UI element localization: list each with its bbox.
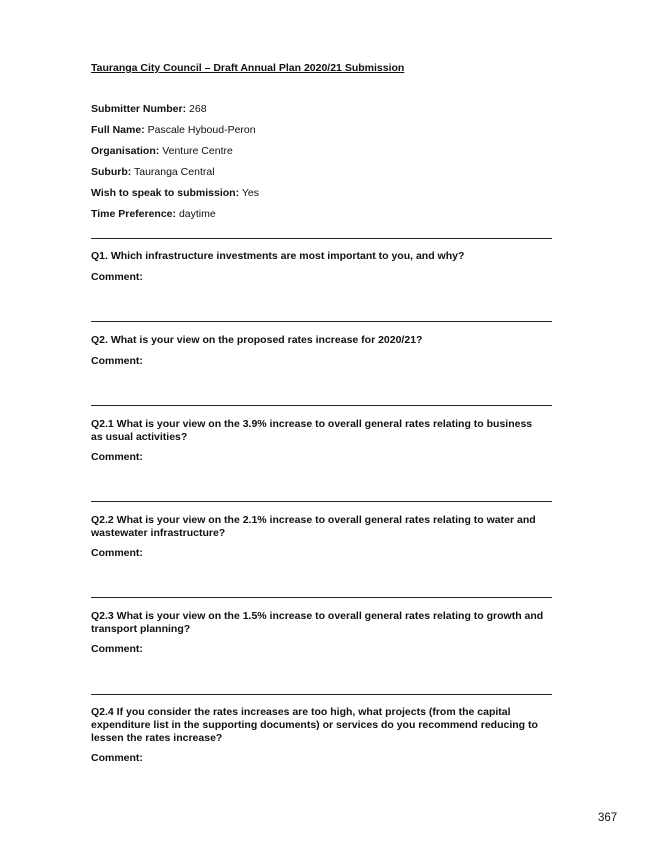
question-q1: Q1. Which infrastructure investments are most important to you, and why? [91,250,465,262]
divider [91,501,552,502]
comment-label: Comment: [91,271,143,283]
field-wish-to-speak [91,187,259,200]
page-number: 367 [598,812,618,824]
divider [91,405,552,406]
field-time-preference [91,208,216,221]
field-value: daytime [178,208,216,220]
question-q2: Q2. What is your view on the proposed rates increase for 2020/21? [91,334,423,346]
comment-label: Comment: [91,547,143,559]
comment-label: Comment: [91,643,143,655]
field-suburb [91,166,215,179]
question-q2-3: Q2.3 What is your view on the 1.5% increase to overall general rates relating to growth and transport planning? [91,610,544,635]
divider [91,321,552,322]
question-q2-2: Q2.2 What is your view on the 2.1% increase to overall general rates relating to water and wastewater infrastructure? [91,514,536,539]
comment-label: Comment: [91,752,143,764]
field-value: Pascale Hyboud-Peron [147,124,256,136]
field-organisation [91,145,233,158]
divider [91,694,552,695]
field-value: Yes [241,187,259,199]
field-label: Time Preference: [91,208,177,220]
field-full-name [91,124,256,137]
field-submitter-number [91,103,207,116]
divider [91,597,552,598]
field-label: Wish to speak to submission: [91,187,240,199]
field-label: Organisation: [91,145,160,157]
divider [91,238,552,239]
field-label: Suburb: [91,166,132,178]
document-title: Tauranga City Council – Draft Annual Plan 2020/21 Submission [91,62,405,74]
field-label: Submitter Number: [91,103,187,115]
question-q2-1: Q2.1 What is your view on the 3.9% increase to overall general rates relating to business as usual activities? [91,418,533,443]
field-value: Venture Centre [162,145,233,157]
field-value: Tauranga Central [133,166,215,178]
comment-label: Comment: [91,451,143,463]
comment-label: Comment: [91,355,143,367]
question-q2-4: Q2.4 If you consider the rates increases are too high, what projects (from the capital expenditure list in the supporting documents) or services do you recommend reducing to lessen the rates increase? [91,706,538,744]
field-value: 268 [189,103,207,115]
field-label: Full Name: [91,124,145,136]
